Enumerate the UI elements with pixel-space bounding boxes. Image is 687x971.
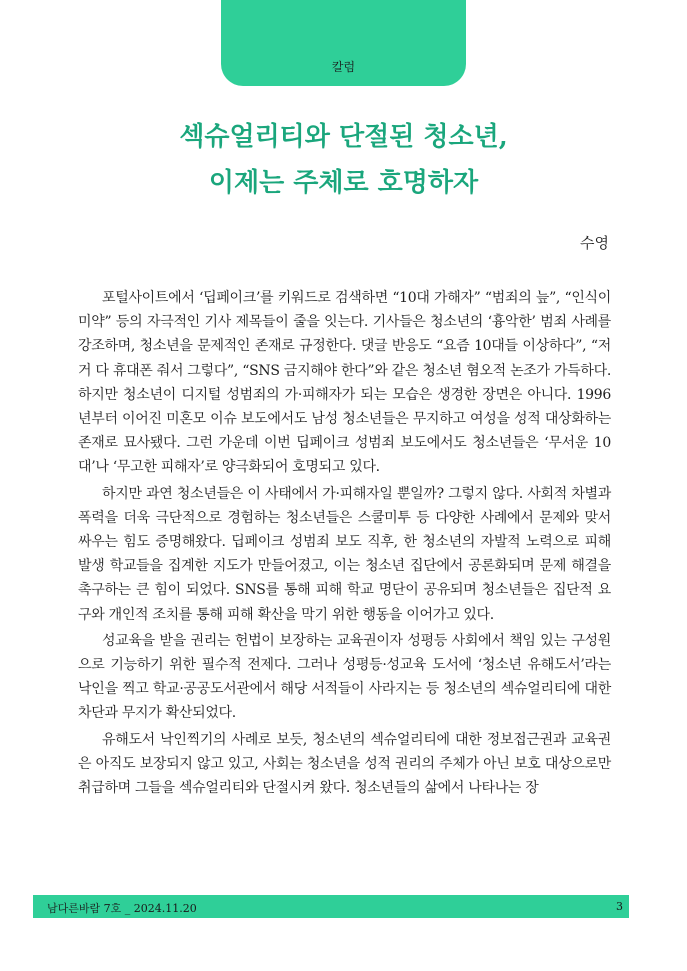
title-line-2: 이제는 주체로 호명하자 bbox=[208, 168, 479, 198]
footer-bar bbox=[33, 895, 629, 918]
author-name: 수영 bbox=[580, 234, 609, 252]
article-title bbox=[40, 114, 647, 206]
paragraph-3: 성교육을 받을 권리는 헌법이 보장하는 교육권이자 성평등 사회에서 책임 있는 구성원으로 기능하기 위한 필수적 전제다. 그러나 성평등·성교육 도서에 ‘청소년 유해도서’라는 낙인을 찍고 학교·공공도서관에서 해당 서적들이 사라지는 등 청소년의 섹슈얼리티에 대한 차단과 무지가 확산되었다. bbox=[78, 632, 611, 722]
article-body bbox=[78, 286, 611, 802]
publication-info: 남다른바람 7호 _ 2024.11.20 bbox=[47, 902, 197, 915]
paragraph-1: 포털사이트에서 ‘딥페이크’를 키워드로 검색하면 “10대 가해자” “범죄의 늪”, “인식이 미약” 등의 자극적인 기사 제목들이 줄을 잇는다. 기사들은 청소년의 ‘흉악한’ 범죄 사례를 강조하며, 청소년을 문제적인 존재로 규정한다. 댓글 반응도 “요즘 10대들 이상하다”, “저거 다 휴대폰 줘서 그렇다”, “SNS 금지해야 한다”와 같은 청소년 혐오적 논조가 가득하다. 하지만 청소년이 디지털 성범죄의 가·피해자가 되는 모습은 생경한 장면은 아니다. 1996년부터 이어진 미혼모 이슈 보도에서도 남성 청소년들은 무지하고 여성을 성적 대상화하는 존재로 묘사됐다. 그런 가운데 이번 딥페이크 성범죄 보도에서도 청소년들은 ‘무서운 10대’나 ‘무고한 피해자’로 양극화되어 호명되고 있다. bbox=[78, 290, 611, 476]
section-label: 칼럼 bbox=[331, 60, 356, 74]
paragraph-2: 하지만 과연 청소년들은 이 사태에서 가·피해자일 뿐일까? 그렇지 않다. 사회적 차별과 폭력을 더욱 극단적으로 경험하는 청소년들은 스쿨미투 등 다양한 사례에서 문제와 맞서 싸우는 힘도 증명해왔다. 딥페이크 성범죄 보도 직후, 한 청소년의 자발적 노력으로 피해 발생 학교들을 집계한 지도가 만들어졌고, 이는 청소년 집단에서 공론화되며 문제 해결을 촉구하는 큰 힘이 되었다. SNS를 통해 피해 학교 명단이 공유되며 청소년들은 집단적 요구와 개인적 조치를 통해 피해 확산을 막기 위한 행동을 이어가고 있다. bbox=[78, 485, 611, 623]
paragraph-4: 유해도서 낙인찍기의 사례로 보듯, 청소년의 섹슈얼리티에 대한 정보접근권과 교육권은 아직도 보장되지 않고 있고, 사회는 청소년을 성적 권리의 주체가 아닌 보호 대상으로만 취급하며 그들을 섹슈얼리티와 단절시켜 왔다. 청소년들의 삶에서 나타나는 장 bbox=[78, 731, 611, 797]
page-number: 3 bbox=[616, 900, 623, 913]
section-tab bbox=[221, 0, 466, 86]
title-line-1: 섹슈얼리티와 단절된 청소년, bbox=[179, 122, 508, 152]
